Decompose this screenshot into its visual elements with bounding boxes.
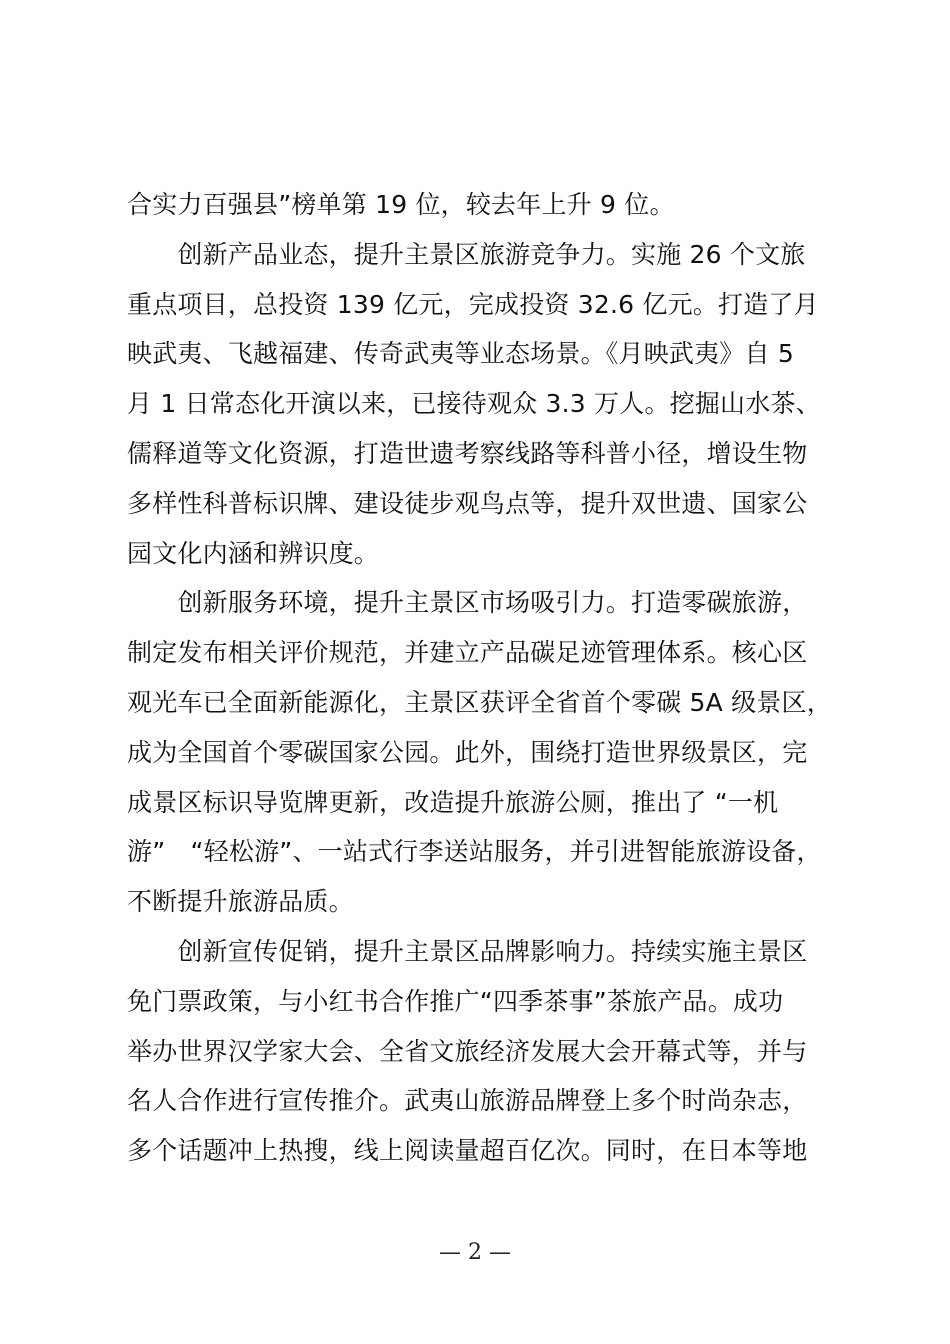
- text-line: 观光车已全面新能源化，主景区获评全省首个零碳 5A 级景区，: [127, 687, 832, 717]
- text-line: 儒释道等文化资源，打造世遗考察线路等科普小径，增设生物: [127, 438, 808, 468]
- text-line: 多个话题冲上热搜，线上阅读量超百亿次。同时，在日本等地: [127, 1136, 808, 1166]
- text-line: 映武夷、飞越福建、传奇武夷等业态场景。《月映武夷》自 5: [127, 339, 794, 369]
- page-number: — 2 —: [439, 1240, 511, 1265]
- text-line: 举办世界汉学家大会、全省文旅经济发展大会开幕式等，并与: [127, 1036, 808, 1066]
- text-line: 不断提升旅游品质。: [127, 887, 354, 917]
- text-line: 创新宣传促销，提升主景区品牌影响力。持续实施主景区: [127, 936, 808, 966]
- text-line: 多样性科普标识牌、建设徒步观鸟点等，提升双世遗、国家公: [127, 488, 808, 518]
- text-line: 园文化内涵和辨识度。: [127, 538, 380, 568]
- text-line: 合实力百强县”榜单第 19 位，较去年上升 9 位。: [127, 190, 675, 219]
- text-line: 成景区标识导览牌更新，改造提升旅游公厕，推出了 “一机: [127, 787, 779, 817]
- text-line: 名人合作进行宣传推介。武夷山旅游品牌登上多个时尚杂志，: [127, 1086, 808, 1116]
- text-line: 游” “轻松游”、一站式行李送站服务，并引进智能旅游设备，: [127, 837, 822, 867]
- text-line: 创新服务环境，提升主景区市场吸引力。打造零碳旅游，: [127, 588, 808, 618]
- text-line: 创新产品业态，提升主景区旅游竞争力。实施 26 个文旅: [127, 239, 806, 269]
- body-text: [127, 180, 832, 1176]
- text-line: 成为全国首个零碳国家公园。此外，围绕打造世界级景区，完: [127, 737, 808, 767]
- text-line: 免门票政策，与小红书合作推广“四季茶事”茶旅产品。成功: [127, 986, 784, 1016]
- text-line: 月 1 日常态化开演以来，已接待观众 3.3 万人。挖掘山水茶、: [127, 389, 821, 419]
- text-line: 重点项目，总投资 139 亿元，完成投资 32.6 亿元。打造了月: [127, 289, 819, 319]
- text-line: 制定发布相关评价规范，并建立产品碳足迹管理体系。核心区: [127, 638, 808, 668]
